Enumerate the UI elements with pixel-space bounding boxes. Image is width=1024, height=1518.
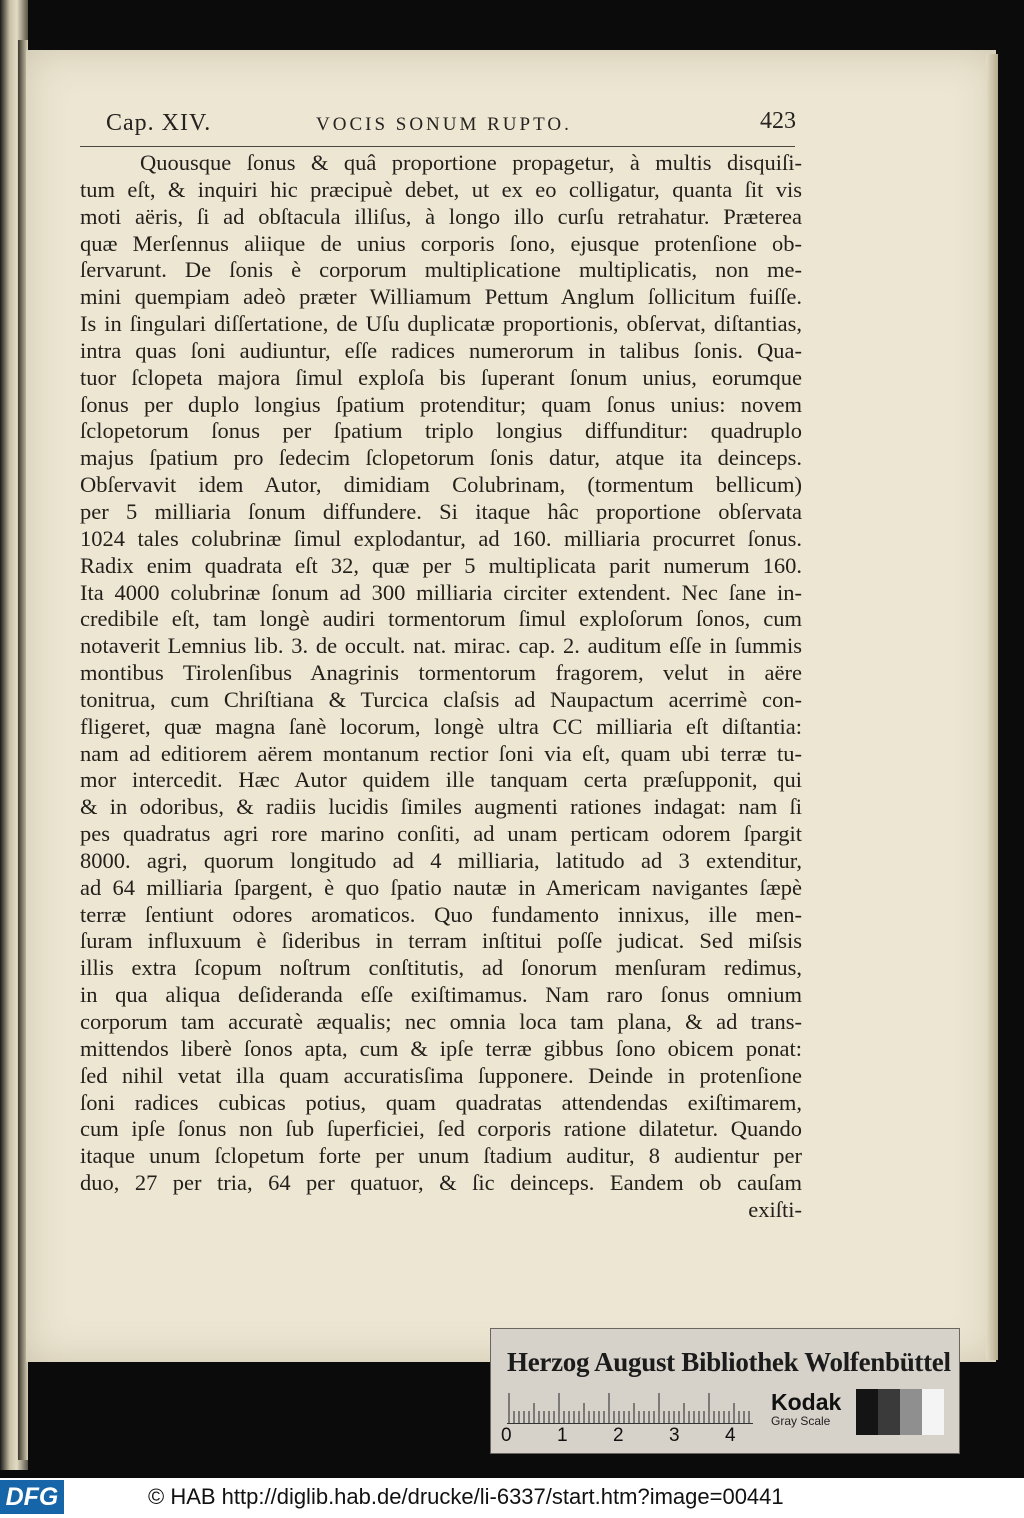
text-line: notaverit Lemnius lib. 3. de occult. nat. mirac. cap. 2. auditum eſſe in ſummis — [80, 633, 802, 659]
catchword: exiſti- — [748, 1196, 802, 1222]
text-line: intra quas ſoni audiuntur, eſſe radices numerorum in talibus ſonis. Qua- — [80, 337, 802, 363]
running-head — [106, 108, 796, 142]
dfg-logo: DFG — [0, 1480, 64, 1514]
ruler-label: 2 — [613, 1425, 624, 1446]
text-line: nam ad editiorem aërem montanum rectior ſoni via eſt, quam ubi terræ tu- — [80, 740, 802, 766]
gray-swatch — [856, 1389, 878, 1435]
gray-swatch — [900, 1389, 922, 1435]
header-rule — [80, 146, 795, 147]
color-calibration-card — [490, 1328, 960, 1454]
card-title: Herzog August Bibliothek Wolfenbüttel — [507, 1347, 951, 1377]
copyright-link[interactable]: © HAB http://diglib.hab.de/drucke/li-6337/start.htm?image=00441 — [148, 1484, 784, 1509]
gray-scale-label: Gray Scale — [771, 1414, 831, 1428]
text-line: ad 64 milliaria ſpargent, è quo ſpatio nautæ in Americam navigantes ſæpè — [80, 874, 802, 900]
text-line: quæ Merſennus aliique de unius corporis ſono, ejusque protenſione ob- — [80, 230, 802, 256]
ruler-scale — [507, 1389, 753, 1424]
text-line: tuor ſclopeta majora ſimul exploſa bis ſuperant ſonum unius, eorumque — [80, 364, 802, 390]
ruler-label: 0 — [501, 1425, 512, 1446]
text-line: pes quadratus agri rore marino conſiti, ad unam perticam odorem ſpargit — [80, 821, 802, 847]
text-line: ſuram influxuum è ſideribus in terram inſtitui poſſe judicat. Sed miſsis — [80, 928, 802, 954]
text-line: montibus Tirolenſibus Anagrinis tormentorum fragorem, velut in aëre — [80, 660, 802, 686]
running-title: VOCIS SONUM RUPTO. — [316, 114, 572, 135]
text-line: terræ ſentiunt odores aromaticos. Quo fundamento innixus, ille men- — [80, 901, 802, 927]
text-line: Quousque ſonus & quâ proportione propagetur, à multis disquiſi- — [140, 150, 802, 175]
text-line: 8000. agri, quorum longitudo ad 4 milliaria, latitudo ad 3 extenditur, — [80, 847, 802, 873]
text-line: illis extra ſcopum noſtrum conſtitutis, ad ſonorum menſuram redimus, — [80, 955, 802, 981]
text-line: Ita 4000 colubrinæ ſonum ad 300 milliaria circiter extendent. Nec ſane in- — [80, 579, 802, 605]
text-line: cum ipſe ſonus non ſub ſuperficiei, ſed corporis ratione dilatetur. Quando — [80, 1116, 802, 1142]
text-line: ſed nihil vetat illa quam accuratisſima ſupponere. Deinde in protenſione — [80, 1062, 802, 1088]
body-text — [80, 150, 802, 1224]
text-line: & in odoribus, & radiis lucidis ſimiles augmenti rationes indagat: nam ſi — [80, 794, 802, 820]
text-line: tum eſt, & inquiri hic præcipuè debet, ut ex eo colligatur, quanta ſit vis — [80, 176, 802, 202]
text-line: credibile eſt, tam longè audiri tormentorum ſimul exploſorum ſonos, cum — [80, 606, 802, 632]
page-fore-edge — [986, 54, 998, 1360]
ruler-labels — [501, 1425, 771, 1449]
text-line: mor intercedit. Hæc Autor quidem ille tanquam certa præſupponit, qui — [80, 767, 802, 793]
text-line: moti aëris, ſi ad obſtacula illiſus, à longo illo curſu retrahatur. Præterea — [80, 203, 802, 229]
gray-swatch — [922, 1389, 944, 1435]
ruler-label: 3 — [669, 1425, 680, 1446]
text-line: duo, 27 per tria, 64 per quatuor, & ſic deinceps. Eandem ob cauſam — [80, 1170, 802, 1196]
text-line: Radix enim quadrata eſt 32, quæ per 5 multiplicata parit numerum 160. — [80, 552, 802, 578]
text-line: Obſervavit idem Autor, dimidiam Colubrinam, (tormentum bellicum) — [80, 472, 802, 498]
text-line: fligeret, quæ magna ſanè locorum, longè ultra CC milliaria eſt diſtantia: — [80, 713, 802, 739]
kodak-brand: Kodak — [771, 1389, 842, 1415]
text-line: 1024 tales colubrinæ ſimul explodantur, ad 160. milliaria procurret ſonus. — [80, 525, 802, 551]
text-line: corporum tam accuratè æqualis; nec omnia loca tam plana, & ad trans- — [80, 1009, 802, 1034]
text-line: in qua aliqua deſideranda eſſe exiſtimamus. Nam raro ſonus omnium — [80, 982, 802, 1008]
text-line: itaque unum ſclopetum forte per unum ſtadium auditur, 8 audientur per — [80, 1143, 802, 1169]
text-line: mini quempiam adeò præter Williamum Pettum Anglum ſollicitum fuiſſe. — [80, 284, 802, 310]
text-line: majus ſpatium pro ſedecim ſclopetorum ſonis datur, atque ita deinceps. — [80, 445, 802, 471]
text-line: ſoni radices cubicas potius, quam quadratas attendendas exiſtimarem, — [80, 1089, 802, 1115]
text-line: per 5 milliaria ſonum diffundere. Si itaque hâc proportione obſervata — [80, 498, 802, 524]
ruler-ticks — [507, 1389, 753, 1423]
text-line: mittendos liberè ſonos apta, cum & ipſe terræ gibbus ſono obicem ponat: — [80, 1035, 802, 1061]
ruler-label: 1 — [557, 1425, 568, 1446]
text-line: Is in ſingulari diſſertatione, de Uſu duplicatæ proportionis, obſervat, diſtantias, — [80, 311, 802, 337]
text-line: ſonus per duplo longius ſpatium protenditur; quam ſonus unius: novem — [80, 391, 802, 417]
text-line: ſervarunt. De ſonis è corporum multiplicatione multiplicatis, non me- — [80, 257, 802, 283]
page-number: 423 — [760, 108, 796, 134]
text-line: tonitrua, cum Chriſtiana & Turcica claſsis ad Naupactum acerrimè con- — [80, 686, 802, 712]
kodak-label — [771, 1389, 861, 1428]
gray-swatch — [878, 1389, 900, 1435]
text-line: ſclopetorum ſonus per ſpatium triplo longius diffunditur: quadruplo — [80, 418, 802, 444]
ruler-label: 4 — [725, 1425, 736, 1446]
gray-swatches — [856, 1389, 944, 1435]
chapter-label: Cap. XIV. — [106, 110, 212, 136]
